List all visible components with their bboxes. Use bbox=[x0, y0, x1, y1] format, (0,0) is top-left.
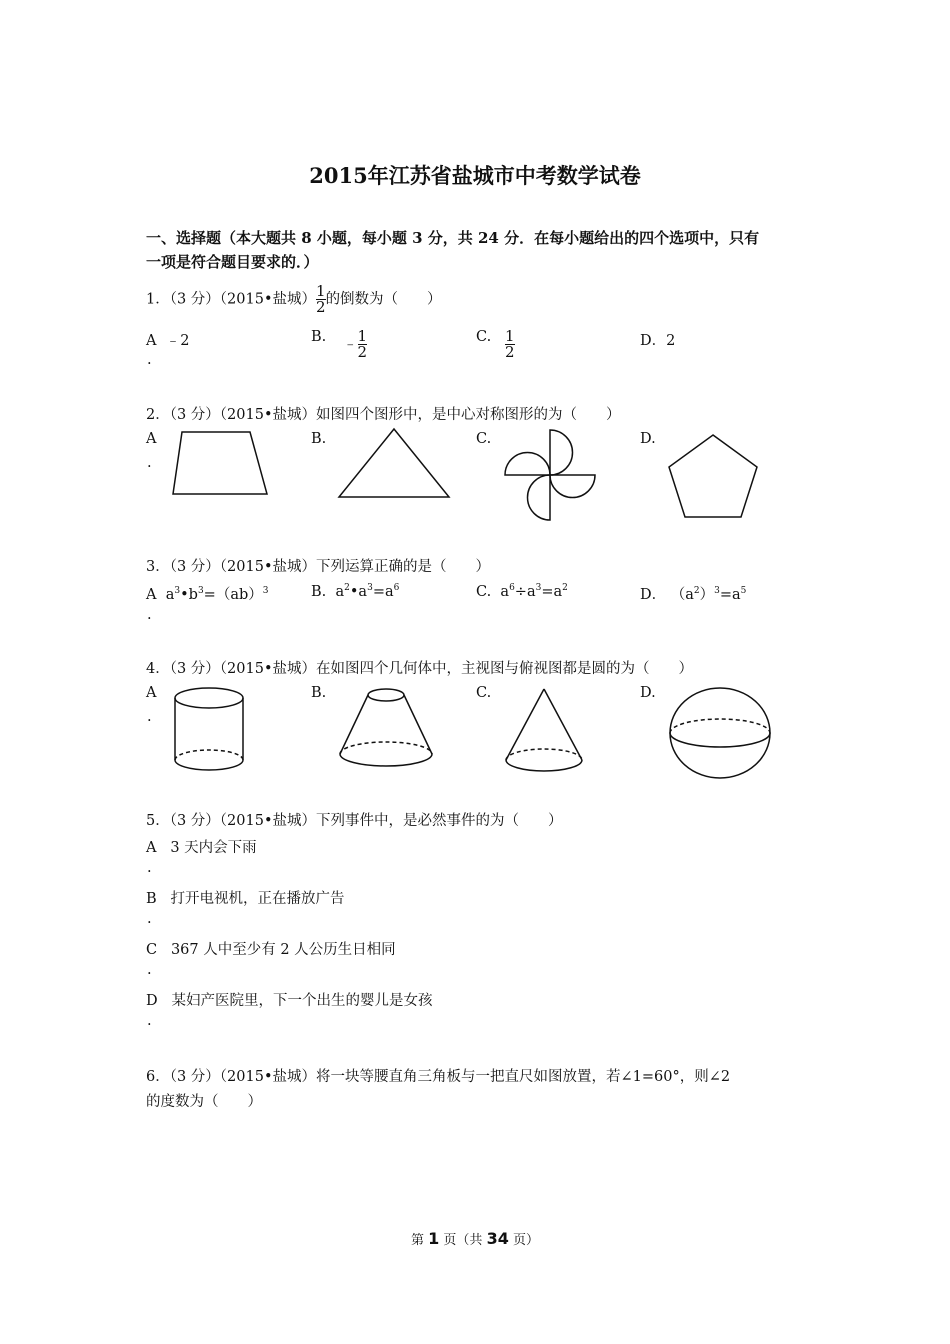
q5-option-a bbox=[146, 836, 257, 857]
option-label: A bbox=[146, 333, 157, 349]
q1-option-d bbox=[640, 329, 675, 350]
option-dot: . bbox=[147, 1013, 152, 1029]
q3-option-b: B. $a^2•a^3=a^6$ bbox=[311, 583, 400, 600]
question-6-line2: 的度数为（ ） bbox=[146, 1094, 262, 1110]
option-text: ﹣2 bbox=[165, 333, 190, 349]
option-text: 某妇产医院里，下一个出生的婴儿是女孩 bbox=[171, 993, 433, 1009]
page-title: 2015年江苏省盐城市中考数学试卷 bbox=[309, 163, 641, 188]
question-6-line1: 6．（3 分）（2015•盐城）将一块等腰直角三角板与一把直尺如图放置，若∠1=60°，则∠2 bbox=[146, 1069, 731, 1085]
section-heading-line2: 一项是符合题目要求的．） bbox=[146, 253, 319, 271]
fraction-numerator: 1 bbox=[505, 327, 515, 345]
fraction-denominator: 2 bbox=[357, 343, 368, 361]
option-dot: . bbox=[147, 455, 152, 471]
fraction-denominator: 2 bbox=[505, 343, 515, 361]
option-label: A bbox=[146, 587, 157, 603]
option-label: C. bbox=[476, 583, 492, 600]
q4-option-c-label: C. bbox=[476, 685, 492, 701]
option-label: C. bbox=[476, 329, 492, 345]
trapezoid-figure bbox=[170, 430, 270, 500]
page-footer bbox=[0, 1229, 950, 1248]
cone-figure bbox=[502, 686, 586, 778]
footer-text: 页（共 bbox=[443, 1233, 483, 1248]
q1-option-b bbox=[311, 329, 326, 345]
question-2: 2．（3 分）（2015•盐城）如图四个图形中，是中心对称图形的为（ ） bbox=[146, 407, 621, 423]
question-1-fraction bbox=[316, 284, 326, 315]
q4-option-b-label: B. bbox=[311, 685, 327, 701]
option-label: B bbox=[146, 891, 157, 907]
q5-option-c bbox=[146, 938, 396, 959]
option-label: D bbox=[146, 993, 158, 1009]
triangle-figure bbox=[336, 425, 454, 501]
q2-option-d-label: D. bbox=[640, 431, 656, 447]
q1-option-b-value bbox=[343, 329, 367, 360]
option-label: B. bbox=[311, 329, 327, 345]
option-text: 3 天内会下雨 bbox=[170, 840, 257, 856]
fraction-numerator: 1 bbox=[316, 282, 326, 300]
minus-sign: ﹣ bbox=[343, 336, 358, 353]
q2-option-a-label: A bbox=[146, 431, 157, 447]
footer-text: 页） bbox=[512, 1233, 539, 1248]
frustum-figure bbox=[336, 686, 436, 774]
option-fraction bbox=[505, 329, 515, 360]
option-dot: . bbox=[147, 709, 152, 725]
option-text: 打开电视机，正在播放广告 bbox=[170, 891, 345, 907]
section-heading bbox=[146, 226, 818, 274]
option-dot: . bbox=[147, 911, 152, 927]
question-1-suffix: 的倒数为（ ） bbox=[325, 291, 442, 308]
q5-option-b bbox=[146, 887, 344, 908]
q5-option-d bbox=[146, 989, 432, 1010]
question-4: 4．（3 分）（2015•盐城）在如图四个几何体中，主视图与俯视图都是圆的为（ ） bbox=[146, 661, 694, 677]
q1-option-c-value bbox=[505, 329, 515, 360]
fraction-numerator: 1 bbox=[357, 327, 368, 345]
option-label: D． bbox=[640, 587, 667, 603]
page-number: 1 bbox=[428, 1229, 440, 1248]
option-dot: . bbox=[147, 860, 152, 876]
option-text: 2 bbox=[666, 333, 676, 349]
option-dot: . bbox=[147, 607, 152, 623]
question-3: 3．（3 分）（2015•盐城）下列运算正确的是（ ） bbox=[146, 559, 491, 575]
option-label: C bbox=[146, 942, 158, 958]
q1-option-a bbox=[146, 329, 189, 350]
sphere-figure bbox=[668, 686, 772, 780]
question-1 bbox=[146, 284, 442, 315]
option-label: D． bbox=[640, 333, 667, 349]
q3-option-a: A $a^3•b^3=(ab)^3$ bbox=[146, 586, 269, 603]
q2-option-c-label: C. bbox=[476, 431, 492, 447]
section-heading-line1: 一、选择题（本大题共 8 小题，每小题 3 分，共 24 分．在每小题给出的四个选项中，只有 bbox=[146, 229, 760, 247]
q4-option-d-label: D. bbox=[640, 685, 656, 701]
pentagon-figure bbox=[666, 432, 762, 522]
q1-option-c bbox=[476, 329, 491, 345]
total-pages: 34 bbox=[486, 1229, 509, 1248]
footer-text: 第 bbox=[410, 1233, 424, 1248]
fraction-denominator: 2 bbox=[316, 298, 326, 316]
cylinder-figure bbox=[172, 686, 246, 776]
pinwheel-figure bbox=[500, 428, 600, 523]
q3-option-d: D． $(a^2)^3=a^5$ bbox=[640, 586, 747, 603]
option-label: B. bbox=[311, 583, 327, 600]
question-1-prefix: 1．（3 分）（2015•盐城） bbox=[146, 291, 317, 308]
option-dot: . bbox=[147, 352, 152, 368]
option-dot: . bbox=[147, 962, 152, 978]
q2-option-b-label: B. bbox=[311, 431, 327, 447]
option-fraction bbox=[358, 329, 368, 360]
option-label: A bbox=[146, 840, 157, 856]
question-5: 5．（3 分）（2015•盐城）下列事件中，是必然事件的为（ ） bbox=[146, 813, 563, 829]
option-text: 367 人中至少有 2 人公历生日相同 bbox=[170, 942, 396, 958]
q4-option-a-label: A bbox=[146, 685, 157, 701]
q3-option-c: C. $a^6\div a^3=a^2$ bbox=[476, 583, 568, 600]
